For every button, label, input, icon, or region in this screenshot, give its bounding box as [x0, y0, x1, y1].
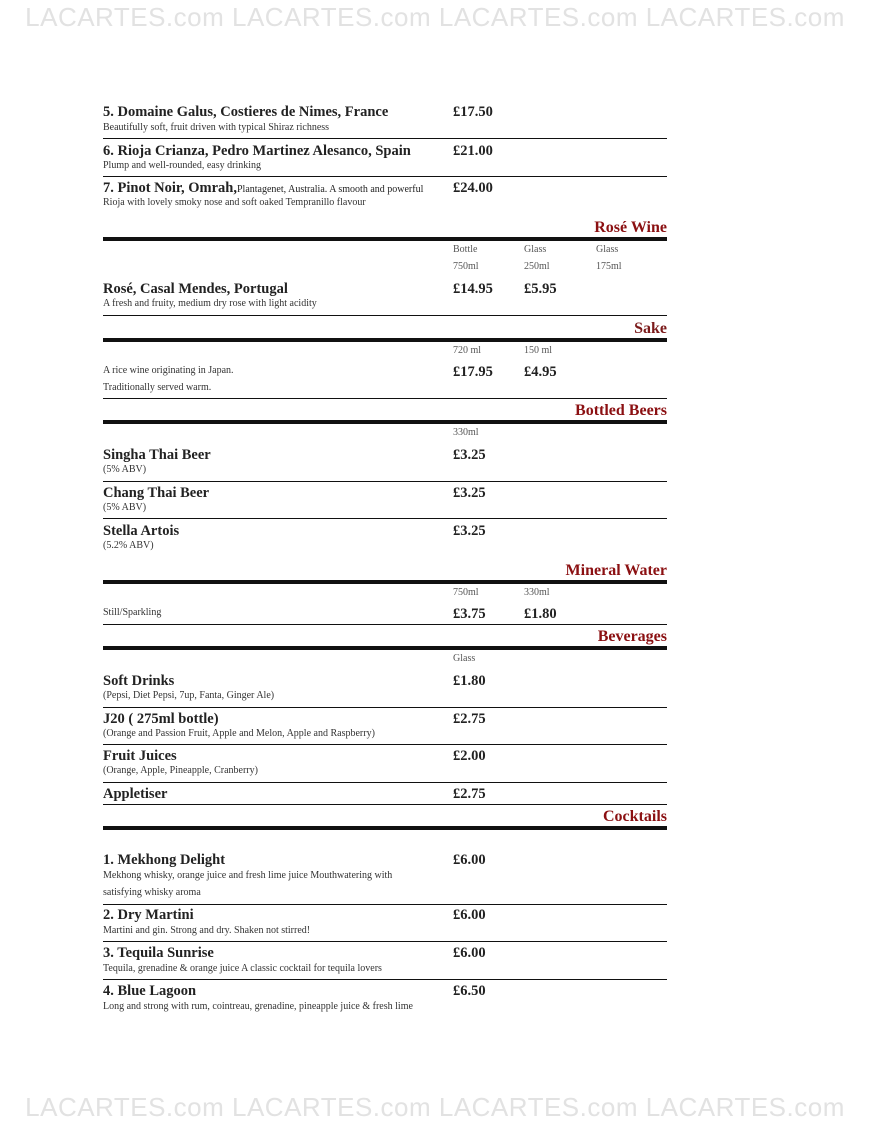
sake-glass-price: £4.95 — [524, 364, 557, 380]
divider — [103, 804, 667, 805]
wine-price: £17.50 — [453, 104, 493, 120]
beverage-price: £2.75 — [453, 711, 486, 727]
column-header: Glass — [524, 244, 547, 255]
sake-description: Traditionally served warm. — [103, 382, 212, 393]
column-header: 750ml — [453, 261, 479, 272]
wine-price: £21.00 — [453, 143, 493, 159]
beer-price: £3.25 — [453, 447, 486, 463]
water-name: Still/Sparkling — [103, 607, 162, 618]
beer-abv: (5% ABV) — [103, 502, 147, 513]
beer-abv: (5% ABV) — [103, 464, 147, 475]
column-header: 330ml — [524, 587, 550, 598]
divider — [103, 941, 667, 942]
wine-price: £24.00 — [453, 180, 493, 196]
rose-description: A fresh and fruity, medium dry rose with light acidity — [103, 298, 317, 309]
rose-bottle-price: £14.95 — [453, 281, 493, 297]
column-header: Glass — [596, 244, 619, 255]
wine-description: Plump and well-rounded, easy drinking — [103, 160, 262, 171]
section-rule — [103, 580, 667, 584]
cocktail-description: Mekhong whisky, orange juice and fresh lime juice Mouthwatering with — [103, 870, 393, 881]
wine-name-text: 7. Pinot Noir, Omrah, — [103, 180, 237, 196]
section-rule — [103, 237, 667, 241]
cocktail-name: 4. Blue Lagoon — [103, 983, 197, 999]
watermark-top: LACARTES.com LACARTES.com LACARTES.com LACARTES.com — [25, 2, 845, 32]
divider — [103, 624, 667, 625]
rose-name: Rosé, Casal Mendes, Portugal — [103, 281, 288, 297]
cocktail-description: Tequila, grenadine & orange juice A classic cocktail for tequila lovers — [103, 963, 382, 974]
section-title-beverages: Beverages — [597, 628, 667, 645]
cocktail-name: 3. Tequila Sunrise — [103, 945, 214, 961]
cocktail-description: Long and strong with rum, cointreau, grenadine, pineapple juice & fresh lime — [103, 1001, 413, 1012]
wine-name: 6. Rioja Crianza, Pedro Martinez Alesanco, Spain — [103, 143, 411, 159]
water-bottle-price: £3.75 — [453, 606, 486, 622]
beverage-description: (Orange, Apple, Pineapple, Cranberry) — [103, 765, 258, 776]
beverage-price: £1.80 — [453, 673, 486, 689]
section-title-rose: Rosé Wine — [594, 219, 667, 236]
beer-name: Chang Thai Beer — [103, 485, 210, 501]
divider — [103, 744, 667, 745]
section-title-bottled-beers: Bottled Beers — [575, 402, 667, 419]
sake-description: A rice wine originating in Japan. — [103, 365, 234, 376]
sake-bottle-price: £17.95 — [453, 364, 493, 380]
divider — [103, 315, 667, 316]
rose-glass-price: £5.95 — [524, 281, 557, 297]
beverage-name: Fruit Juices — [103, 748, 177, 764]
beer-abv: (5.2% ABV) — [103, 540, 154, 551]
cocktail-price: £6.00 — [453, 945, 486, 961]
beverage-name: Soft Drinks — [103, 673, 175, 689]
section-rule — [103, 338, 667, 342]
beverage-price: £2.00 — [453, 748, 486, 764]
water-small-price: £1.80 — [524, 606, 557, 622]
column-header: 175ml — [596, 261, 622, 272]
beer-price: £3.25 — [453, 523, 486, 539]
beer-price: £3.25 — [453, 485, 486, 501]
watermark-bottom: LACARTES.com LACARTES.com LACARTES.com LACARTES.com — [25, 1092, 845, 1122]
section-title-mineral-water: Mineral Water — [565, 562, 667, 579]
wine-inline-description: Plantagenet, Australia. A smooth and powerful — [237, 184, 424, 195]
column-header: Glass — [453, 653, 476, 664]
column-header: Bottle — [453, 244, 478, 255]
beer-name: Stella Artois — [103, 523, 180, 539]
cocktail-price: £6.00 — [453, 907, 486, 923]
cocktail-price: £6.50 — [453, 983, 486, 999]
column-header: 150 ml — [524, 345, 553, 356]
beer-name: Singha Thai Beer — [103, 447, 211, 463]
column-header: 250ml — [524, 261, 550, 272]
beverage-name: J20 ( 275ml bottle) — [103, 711, 219, 727]
section-rule — [103, 826, 667, 830]
cocktail-name: 2. Dry Martini — [103, 907, 194, 923]
beverage-description: (Pepsi, Diet Pepsi, 7up, Fanta, Ginger Ale) — [103, 690, 275, 701]
wine-description: Beautifully soft, fruit driven with typical Shiraz richness — [103, 122, 330, 133]
divider — [103, 979, 667, 980]
cocktail-description: Martini and gin. Strong and dry. Shaken not stirred! — [103, 925, 311, 936]
divider — [103, 518, 667, 519]
beverage-description: (Orange and Passion Fruit, Apple and Melon, Apple and Raspberry) — [103, 728, 375, 739]
section-title-cocktails: Cocktails — [603, 808, 667, 825]
divider — [103, 138, 667, 139]
column-header: 750ml — [453, 587, 479, 598]
wine-name: 5. Domaine Galus, Costieres de Nimes, France — [103, 104, 389, 120]
cocktail-description: satisfying whisky aroma — [103, 887, 201, 898]
divider — [103, 782, 667, 783]
beverage-price: £2.75 — [453, 786, 486, 802]
divider — [103, 904, 667, 905]
divider — [103, 398, 667, 399]
divider — [103, 481, 667, 482]
section-rule — [103, 420, 667, 424]
wine-description: Rioja with lovely smoky nose and soft oaked Tempranillo flavour — [103, 197, 366, 208]
cocktail-price: £6.00 — [453, 852, 486, 868]
beverage-name: Appletiser — [103, 786, 168, 802]
cocktail-name: 1. Mekhong Delight — [103, 852, 226, 868]
divider — [103, 176, 667, 177]
column-header: 720 ml — [453, 345, 482, 356]
divider — [103, 707, 667, 708]
section-title-sake: Sake — [634, 320, 667, 337]
section-rule — [103, 646, 667, 650]
column-header: 330ml — [453, 427, 479, 438]
